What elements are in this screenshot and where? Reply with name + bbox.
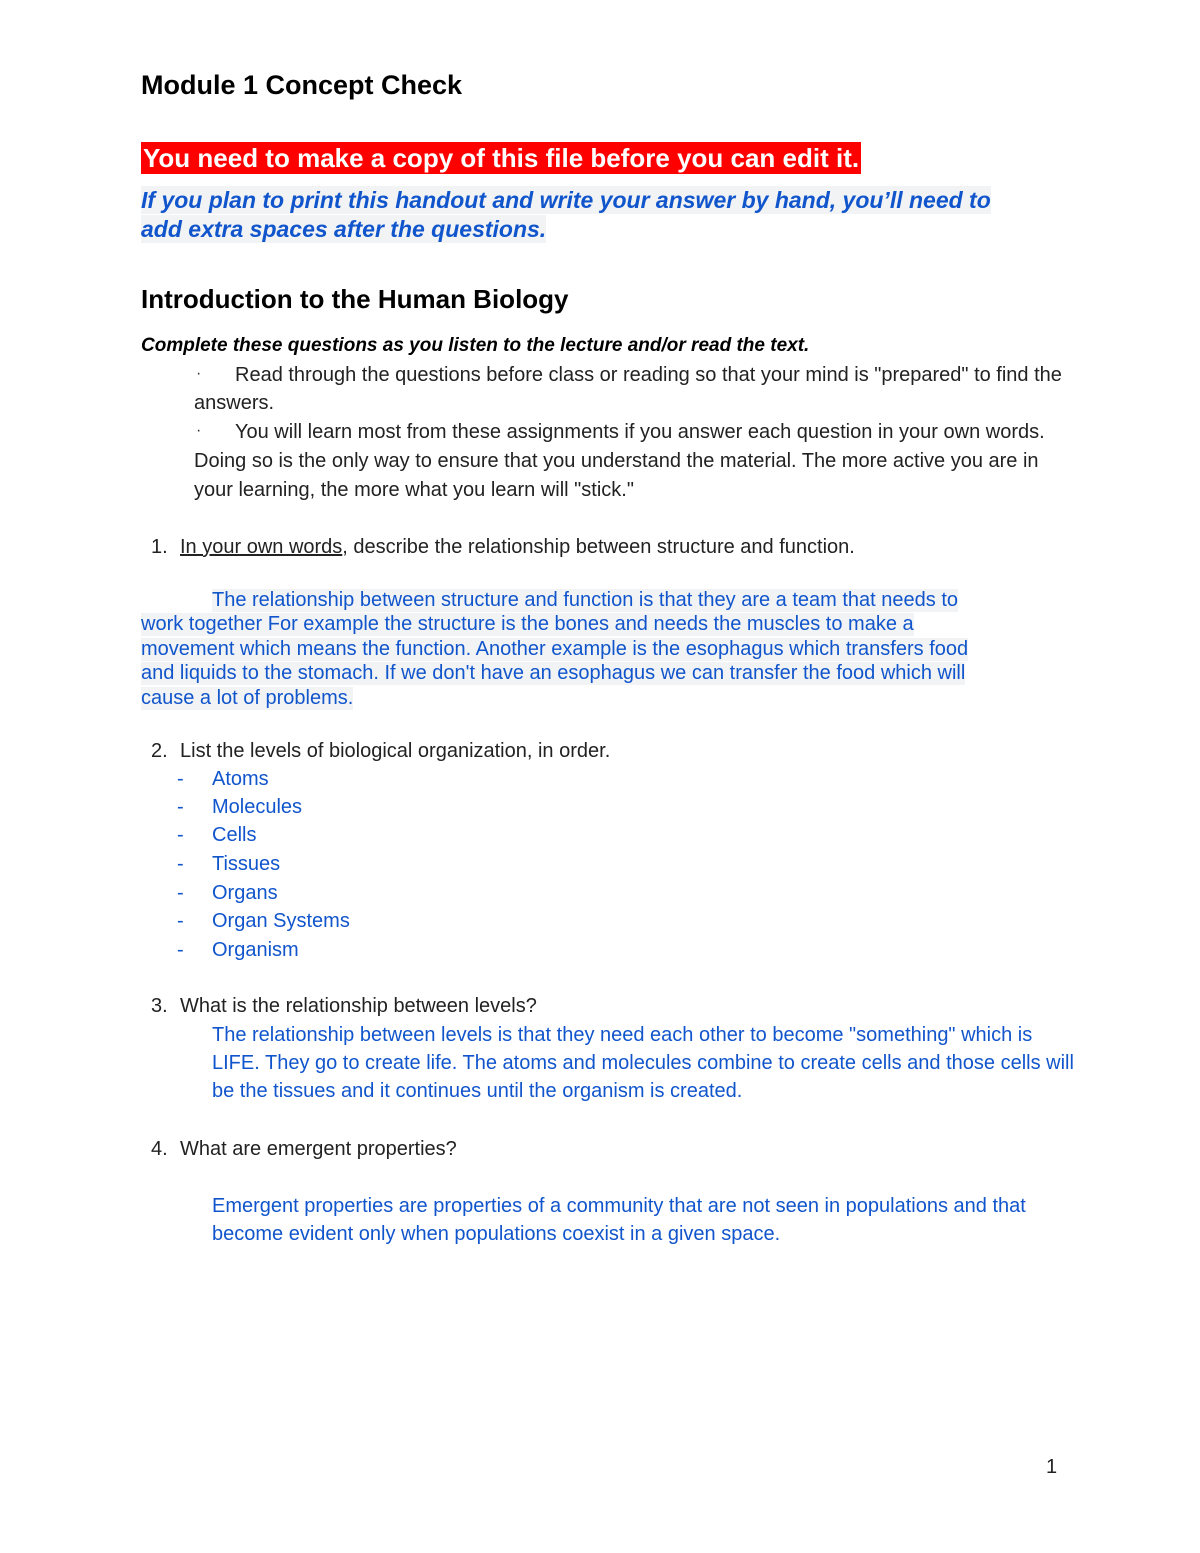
- level-item: Atoms: [212, 768, 269, 790]
- answer-1-line-5: cause a lot of problems.: [141, 687, 354, 709]
- bullet-2-line-1: You will learn most from these assignments if you answer each question in your own words.: [235, 421, 1045, 443]
- question-4-number: 4.: [151, 1138, 168, 1160]
- level-item: Cells: [212, 824, 257, 846]
- question-3-text: What is the relationship between levels?: [180, 995, 537, 1017]
- question-3-number: 3.: [151, 995, 168, 1017]
- answer-3-line-1: The relationship between levels is that they need each other to become "something" which is: [212, 1024, 1033, 1046]
- question-2-number: 2.: [151, 740, 168, 762]
- instruction-text: Complete these questions as you listen to the lecture and/or read the text.: [141, 335, 810, 356]
- question-4-text: What are emergent properties?: [180, 1138, 457, 1160]
- answer-1-line-2: work together For example the structure is the bones and needs the muscles to make a: [141, 613, 914, 635]
- question-1-number: 1.: [151, 536, 168, 558]
- section-heading: Introduction to the Human Biology: [141, 284, 569, 314]
- question-1-text: [180, 536, 855, 559]
- list-dash: -: [177, 882, 184, 904]
- bullet-marker: ·: [196, 365, 202, 382]
- level-item: Organ Systems: [212, 910, 350, 932]
- bullet-1-line-1: Read through the questions before class or reading so that your mind is "prepared" to find the: [235, 364, 1062, 386]
- level-item: Organism: [212, 939, 299, 961]
- bullet-2-line-3: your learning, the more what you learn will "stick.": [194, 479, 634, 501]
- answer-1-line-1: The relationship between structure and function is that they are a team that needs to: [212, 589, 959, 611]
- bullet-2-line-2: Doing so is the only way to ensure that you understand the material. The more active you are in: [194, 450, 1039, 472]
- answer-3-line-2: LIFE. They go to create life. The atoms and molecules combine to create cells and those cells will: [212, 1052, 1074, 1074]
- question-2-text: List the levels of biological organization, in order.: [180, 740, 611, 762]
- answer-3-line-3: be the tissues and it continues until the organism is created.: [212, 1080, 743, 1102]
- list-dash: -: [177, 796, 184, 818]
- level-item: Organs: [212, 882, 278, 904]
- print-note-line-1: If you plan to print this handout and write your answer by hand, you’ll need to: [141, 187, 991, 213]
- list-dash: -: [177, 853, 184, 875]
- level-item: Tissues: [212, 853, 281, 875]
- document-title: Module 1 Concept Check: [141, 70, 463, 100]
- list-dash: -: [177, 768, 184, 790]
- print-note-line-2: add extra spaces after the questions.: [141, 216, 547, 242]
- level-item: Molecules: [212, 796, 303, 818]
- list-dash: -: [177, 910, 184, 932]
- copy-warning-banner: You need to make a copy of this file before you can edit it.: [143, 143, 860, 173]
- answer-1-line-4: and liquids to the stomach. If we don't have an esophagus we can transfer the food which will: [141, 662, 966, 684]
- page-number: 1: [1046, 1456, 1058, 1478]
- bullet-1-line-2: answers.: [194, 392, 275, 414]
- list-dash: -: [177, 824, 184, 846]
- question-1-underlined: In your own words: [180, 536, 343, 558]
- bullet-marker: ·: [196, 422, 202, 439]
- question-1-rest: , describe the relationship between structure and function.: [342, 536, 855, 558]
- list-dash: -: [177, 939, 184, 961]
- answer-1-line-3: movement which means the function. Another example is the esophagus which transfers food: [141, 638, 969, 660]
- answer-4-line-2: become evident only when populations coexist in a given space.: [212, 1223, 781, 1245]
- answer-4-line-1: Emergent properties are properties of a community that are not seen in populations and that: [212, 1195, 1026, 1217]
